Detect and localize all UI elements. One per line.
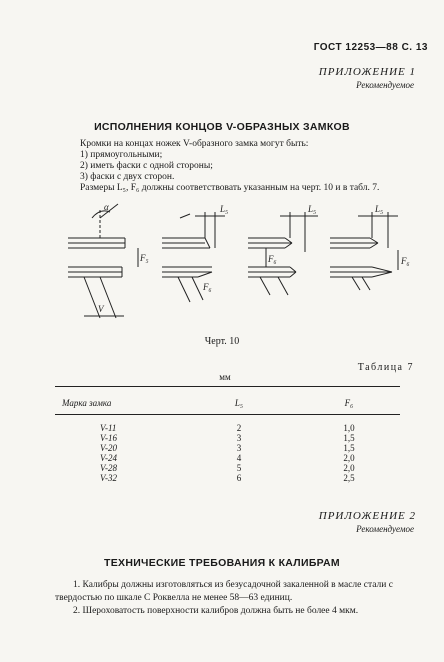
alpha-label: α — [104, 202, 109, 212]
table-row — [55, 463, 400, 473]
standard-header: ГОСТ 12253—88 С. 13 — [313, 42, 428, 53]
table-body — [55, 423, 400, 483]
drawing-10 — [0, 190, 444, 330]
table-row — [55, 423, 400, 433]
table-row — [55, 433, 400, 443]
table-cell: 1,5 — [343, 433, 355, 443]
appendix-2-note: Рекомендуемое — [356, 524, 414, 534]
section-1-title: ИСПОЛНЕНИЯ КОНЦОВ V-ОБРАЗНЫХ ЗАМКОВ — [94, 121, 350, 133]
f6-label: F₆ — [268, 254, 277, 264]
table-cell: 4 — [236, 453, 242, 463]
f6-label: F₆ — [203, 282, 212, 292]
table-cell: 1,5 — [343, 443, 355, 453]
l5-label: L₅ — [375, 204, 384, 214]
table-top-rule — [55, 386, 400, 387]
table-cell: 3 — [236, 443, 242, 453]
table-header-mark: Марка замка — [62, 398, 112, 408]
table-cell: V-20 — [100, 443, 117, 453]
table-row — [55, 443, 400, 453]
text-line: 2) иметь фаски с одной стороны; — [80, 161, 213, 171]
figure-two-side-chamfer-2 — [330, 212, 398, 290]
figure-two-side-chamfer — [248, 212, 318, 295]
appendix-2-label: ПРИЛОЖЕНИЕ 2 — [318, 510, 416, 522]
table-cell: 3 — [236, 433, 242, 443]
text-line: Кромки на концах ножек V-образного замка могут быть: — [80, 139, 309, 149]
table-cell: V-16 — [100, 433, 117, 443]
table-cell: 5 — [236, 463, 242, 473]
table-cell: 2,5 — [343, 473, 355, 483]
figure-rectangular-ends — [68, 204, 138, 318]
table-header-rule — [55, 414, 400, 415]
table-row — [55, 453, 400, 463]
l5-label: L₅ — [308, 204, 317, 214]
table-cell: 1,0 — [343, 423, 355, 433]
table-header-l5: L₅ — [234, 398, 244, 408]
table-cell: 2 — [236, 423, 242, 433]
f6-label: F₆ — [401, 256, 410, 266]
v-label: V — [98, 304, 104, 314]
appendix-1-note: Рекомендуемое — [356, 80, 414, 90]
text-line: Размеры L₅, F₆ должны соответствовать указанным на черт. 10 и в табл. 7. — [80, 183, 380, 193]
l5-label: L₅ — [220, 204, 229, 214]
table-cell: V-24 — [100, 453, 117, 463]
text-line: 1) прямоугольными; — [80, 150, 163, 160]
table-cell: 2,0 — [343, 453, 355, 463]
section-2-text — [55, 579, 425, 618]
table-cell: V-28 — [100, 463, 117, 473]
drawing-caption: Черт. 10 — [204, 336, 240, 347]
requirement-item: 1. Калибры должны изготовляться из безусадочной закаленной в масле стали с твердостью по шкале С Роквелла не менее 58—63 единиц. — [55, 580, 393, 603]
requirement-item: 2. Шероховатость поверхности калибров должна быть не более 4 мкм. — [73, 606, 359, 616]
text-line: 3) фаски с двух сторон. — [80, 172, 175, 182]
table-caption: Таблица 7 — [357, 362, 414, 373]
table-row — [55, 473, 400, 483]
table-cell: 6 — [236, 473, 242, 483]
f5-label: F₅ — [140, 253, 149, 263]
appendix-1-label: ПРИЛОЖЕНИЕ 1 — [318, 66, 416, 78]
table-cell: V-11 — [100, 423, 117, 433]
table-cell: V-32 — [100, 473, 117, 483]
section-2-title: ТЕХНИЧЕСКИЕ ТРЕБОВАНИЯ К КАЛИБРАМ — [104, 557, 340, 569]
section-1-text — [80, 139, 379, 194]
table-header-f6: F₆ — [344, 398, 354, 408]
figure-one-side-chamfer — [162, 212, 225, 302]
table-cell: 2,0 — [343, 463, 355, 473]
table-unit: мм — [219, 372, 231, 382]
